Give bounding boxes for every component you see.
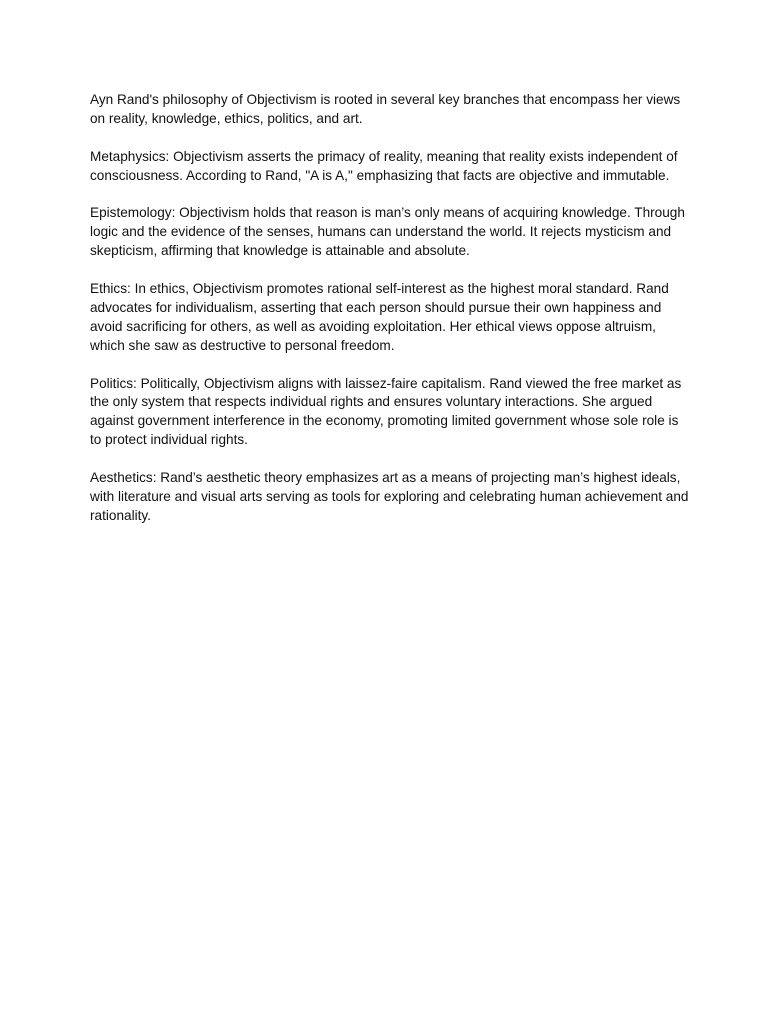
paragraph-politics: Politics: Politically, Objectivism aligns with laissez-faire capitalism. Rand viewed the free market as the only system that respects individual rights and ensures voluntary interactions. She argued against government interference in the economy, promoting limited government whose sole role is to protect individual rights. — [90, 375, 682, 448]
paragraph-metaphysics: Metaphysics: Objectivism asserts the primacy of reality, meaning that reality exists independent of consciousness. According to Rand, "A is A," emphasizing that facts are objective and immutable. — [90, 148, 678, 183]
document-body — [90, 91, 690, 545]
paragraph-ethics: Ethics: In ethics, Objectivism promotes rational self-interest as the highest moral standard. Rand advocates for individualism, asserting that each person should pursue their own happiness and avoid sacrificing for others, as well as avoiding exploitation. Her ethical views oppose altruism, which she saw as destructive to personal freedom. — [90, 281, 669, 353]
paragraph-epistemology: Epistemology: Objectivism holds that reason is man’s only means of acquiring knowledge. Through logic and the evidence of the senses, humans can understand the world. It rejects mysticism and skepticism, affirming that knowledge is attainable and absolute. — [90, 205, 685, 259]
paragraph-aesthetics: Aesthetics: Rand’s aesthetic theory emphasizes art as a means of projecting man’s highest ideals, with literature and visual arts serving as tools for exploring and celebrating human achievement and rationality. — [90, 470, 689, 523]
paragraph-intro: Ayn Rand's philosophy of Objectivism is rooted in several key branches that encompass her views on reality, knowledge, ethics, politics, and art. — [90, 92, 681, 126]
